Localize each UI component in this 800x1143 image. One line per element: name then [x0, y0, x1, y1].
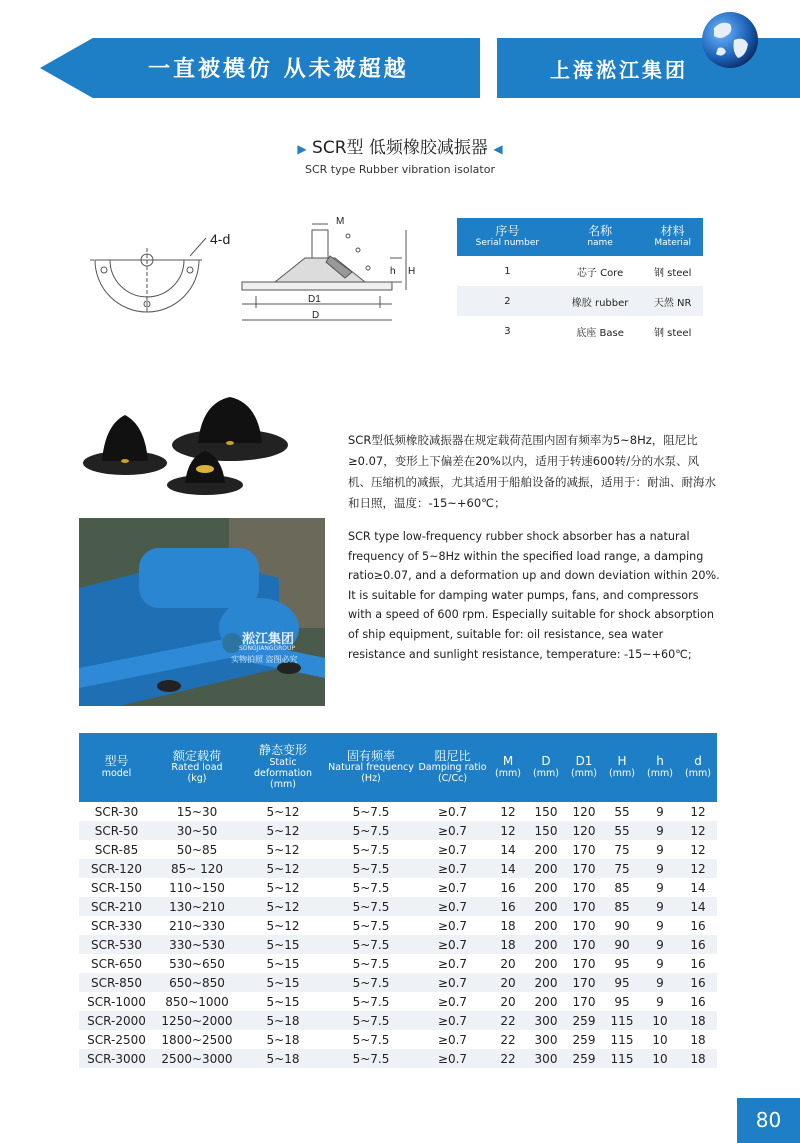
spec-cell: 85: [614, 880, 630, 895]
spec-header-row: [79, 733, 717, 802]
parts-row: [457, 286, 703, 316]
side-view: [242, 224, 406, 320]
spec-cell: 18: [500, 918, 516, 933]
parts-row: [457, 316, 703, 346]
spec-header-damping: 阻尼比 Damping ratio (C/Cc): [416, 733, 489, 802]
spec-cell: 5~15: [266, 956, 300, 971]
spec-header-d-hole: d (mm): [679, 733, 717, 802]
spec-row: [79, 916, 717, 935]
spec-header-frequency: 固有频率 Natural frequency (Hz): [326, 733, 416, 802]
spec-header-load: 额定载荷 Rated load (kg): [154, 733, 240, 802]
spec-cell: SCR-2500: [87, 1032, 146, 1047]
spec-cell: 120: [565, 821, 603, 840]
spec-cell: 22: [489, 1049, 527, 1068]
spec-cell: 5~15: [240, 935, 326, 954]
m-label: M: [336, 216, 345, 227]
company-name: 上海淞江集团: [550, 58, 688, 82]
spec-cell: 12: [679, 821, 717, 840]
spec-cell: 170: [572, 994, 596, 1009]
spec-cell: 5~12: [240, 897, 326, 916]
spec-cell: 259: [572, 1032, 596, 1047]
spec-cell: 85: [603, 897, 641, 916]
spec-cell: 115: [610, 1032, 634, 1047]
spec-cell: 14: [690, 880, 706, 895]
spec-cell: 5~7.5: [352, 804, 390, 819]
spec-row: [79, 954, 717, 973]
h-big-label: H: [408, 266, 416, 277]
spec-cell: 170: [572, 842, 596, 857]
spec-cell: 259: [565, 1049, 603, 1068]
spec-cell: 9: [656, 918, 664, 933]
spec-cell: 22: [489, 1011, 527, 1030]
spec-cell: 9: [641, 897, 679, 916]
spec-cell: 300: [534, 1032, 558, 1047]
spec-table: [79, 733, 717, 1068]
spec-cell: 85~ 120: [154, 859, 240, 878]
spec-cell: 9: [641, 859, 679, 878]
spec-cell: SCR-30: [94, 804, 139, 819]
spec-cell: SCR-85: [94, 842, 139, 857]
spec-cell: 1250~2000: [154, 1011, 240, 1030]
spec-cell: 9: [641, 973, 679, 992]
spec-cell: 200: [534, 994, 558, 1009]
d1-label: D1: [308, 294, 321, 305]
spec-cell: 5~12: [266, 918, 300, 933]
spec-cell: SCR-850: [79, 973, 154, 992]
spec-row: [79, 802, 717, 821]
page-number: 80: [737, 1098, 800, 1143]
spec-cell: 9: [656, 880, 664, 895]
spec-cell: 200: [534, 842, 558, 857]
spec-cell: ≥0.7: [416, 973, 489, 992]
parts-row: [457, 256, 703, 286]
spec-cell: 9: [641, 935, 679, 954]
spec-cell: 10: [641, 1011, 679, 1030]
spec-cell: SCR-530: [79, 935, 154, 954]
spec-cell: 18: [679, 1011, 717, 1030]
spec-cell: 14: [489, 859, 527, 878]
spec-cell: 75: [614, 842, 630, 857]
description-cn: SCR型低频橡胶减振器在规定载荷范围内固有频率为5~8Hz，阻尼比≥0.07，变形上下偏差在20%以内，适用于转速600转/分的水泵、风机、压缩机的减振，尤其适用于船舶设备的减振，适用于：耐油、耐海水和日照，温度：-15~+60℃；: [348, 433, 716, 510]
spec-cell: ≥0.7: [437, 956, 468, 971]
spec-cell: 5~7.5: [326, 821, 416, 840]
spec-cell: 115: [603, 1011, 641, 1030]
spec-cell: 5~12: [266, 842, 300, 857]
spec-cell: 9: [656, 842, 664, 857]
spec-cell: ≥0.7: [416, 1011, 489, 1030]
spec-cell: 5~7.5: [326, 973, 416, 992]
parts-header-serial: 序号 Serial number: [457, 218, 558, 256]
spec-cell: ≥0.7: [416, 1049, 489, 1068]
spec-cell: 95: [614, 956, 630, 971]
hole-label: 4-d: [210, 231, 231, 247]
spec-cell: 5~7.5: [352, 880, 390, 895]
spec-cell: 9: [656, 994, 664, 1009]
spec-cell: SCR-330: [90, 918, 143, 933]
technical-drawing: [90, 208, 440, 338]
spec-cell: 5~18: [240, 1011, 326, 1030]
spec-cell: 90: [603, 935, 641, 954]
spec-cell: 9: [656, 804, 664, 819]
spec-cell: 9: [641, 821, 679, 840]
spec-cell: 5~7.5: [352, 1032, 390, 1047]
spec-cell: 12: [679, 859, 717, 878]
spec-cell: 150: [534, 804, 558, 819]
spec-cell: 650~850: [154, 973, 240, 992]
triangle-left-icon: ◀: [493, 142, 503, 156]
spec-cell: ≥0.7: [416, 897, 489, 916]
spec-header-d1: D1 (mm): [565, 733, 603, 802]
spec-cell: 5~7.5: [352, 956, 390, 971]
watermark-brand: 淞江集团: [242, 632, 295, 647]
spec-cell: 5~7.5: [326, 897, 416, 916]
spec-row: [79, 878, 717, 897]
spec-cell: 150: [527, 821, 565, 840]
spec-cell: 170: [572, 956, 596, 971]
spec-cell: 10: [641, 1049, 679, 1068]
spec-header-d-outer: D (mm): [527, 733, 565, 802]
spec-cell: 12: [690, 842, 706, 857]
spec-cell: 5~18: [240, 1049, 326, 1068]
spec-row: [79, 1049, 717, 1068]
triangle-right-icon: ▶: [297, 142, 307, 156]
spec-cell: 16: [690, 918, 706, 933]
spec-cell: 200: [534, 880, 558, 895]
spec-cell: 14: [679, 897, 717, 916]
product-title: [0, 133, 800, 158]
parts-cell: 橡胶 rubber: [558, 286, 643, 316]
spec-cell: SCR-3000: [79, 1049, 154, 1068]
spec-cell: ≥0.7: [437, 842, 468, 857]
pump-illustration: [79, 518, 325, 706]
spec-cell: 200: [527, 973, 565, 992]
spec-cell: 1800~2500: [161, 1032, 233, 1047]
spec-cell: ≥0.7: [437, 804, 468, 819]
parts-table: [457, 218, 703, 346]
spec-header-model: 型号 model: [79, 733, 154, 802]
spec-row: [79, 821, 717, 840]
spec-cell: 5~7.5: [326, 859, 416, 878]
spec-cell: SCR-150: [90, 880, 143, 895]
spec-cell: 850~1000: [165, 994, 229, 1009]
spec-cell: ≥0.7: [437, 880, 468, 895]
spec-cell: 170: [565, 859, 603, 878]
spec-cell: 18: [489, 935, 527, 954]
spec-row: [79, 897, 717, 916]
spec-cell: 5~7.5: [326, 1011, 416, 1030]
spec-cell: 90: [614, 918, 630, 933]
spec-row: [79, 1030, 717, 1049]
spec-cell: 5~18: [266, 1032, 300, 1047]
parts-cell: 钢 steel: [653, 327, 692, 339]
spec-cell: SCR-650: [90, 956, 143, 971]
spec-cell: 330~530: [154, 935, 240, 954]
spec-cell: 259: [565, 1011, 603, 1030]
spec-cell: 55: [614, 804, 630, 819]
parts-cell: 芯子 Core: [576, 267, 624, 279]
spec-cell: 55: [603, 821, 641, 840]
product-title-text: SCR型 低频橡胶减振器: [312, 138, 488, 158]
spec-cell: 12: [500, 804, 516, 819]
header-slogan: 一直被模仿 从未被超越: [148, 57, 409, 82]
h-small-label: h: [390, 266, 396, 277]
spec-cell: 5~12: [240, 859, 326, 878]
spec-cell: 170: [572, 918, 596, 933]
spec-cell: 200: [534, 956, 558, 971]
spec-cell: 200: [527, 897, 565, 916]
spec-cell: 200: [527, 935, 565, 954]
spec-cell: 5~15: [266, 994, 300, 1009]
spec-cell: SCR-210: [79, 897, 154, 916]
plan-view: [90, 238, 206, 312]
spec-cell: 30~50: [154, 821, 240, 840]
spec-cell: 200: [534, 918, 558, 933]
spec-cell: 210~330: [169, 918, 225, 933]
spec-cell: 5~12: [266, 880, 300, 895]
spec-cell: 115: [603, 1049, 641, 1068]
spec-cell: 5~7.5: [352, 994, 390, 1009]
spec-cell: 9: [656, 956, 664, 971]
spec-cell: 12: [489, 821, 527, 840]
spec-cell: ≥0.7: [416, 935, 489, 954]
spec-cell: 18: [679, 1049, 717, 1068]
parts-header-row: [457, 218, 703, 256]
spec-cell: 5~7.5: [326, 1049, 416, 1068]
spec-cell: 110~150: [169, 880, 225, 895]
spec-cell: ≥0.7: [416, 859, 489, 878]
d-label: D: [312, 310, 320, 321]
spec-cell: 170: [572, 880, 596, 895]
description-en: SCR type low-frequency rubber shock absorber has a natural frequency of 5~8Hz within the specified load range, a damping ratio≥0.07, and a deformation up and down deviation within 20%. It is suitable for damping water pumps, fans, and compressors with a speed of 600 rpm. Especially suitable for shock absorption of ship equipment, suitable for: oil resistance, sea water resistance and sunlight resistance, temperature: -15~+60℃;: [348, 530, 720, 661]
spec-row: [79, 992, 717, 1011]
spec-cell: 16: [679, 935, 717, 954]
spec-cell: 20: [489, 973, 527, 992]
spec-row: [79, 859, 717, 878]
spec-cell: 22: [500, 1032, 516, 1047]
spec-cell: 15~30: [176, 804, 218, 819]
spec-cell: 16: [690, 956, 706, 971]
parts-header-material: 材料 Material: [642, 218, 703, 256]
parts-cell: 天然 NR: [642, 286, 703, 316]
spec-cell: 5~15: [240, 973, 326, 992]
spec-cell: 16: [679, 973, 717, 992]
spec-cell: ≥0.7: [437, 994, 468, 1009]
spec-row: [79, 840, 717, 859]
spec-cell: 5~7.5: [326, 935, 416, 954]
spec-cell: 300: [527, 1049, 565, 1068]
spec-cell: SCR-1000: [87, 994, 146, 1009]
spec-cell: 120: [572, 804, 596, 819]
spec-cell: 5~7.5: [352, 918, 390, 933]
watermark-brand-en: SONGJIANGGROUP: [239, 645, 296, 652]
spec-cell: 14: [500, 842, 516, 857]
spec-cell: ≥0.7: [437, 918, 468, 933]
installation-photo: [79, 518, 325, 706]
spec-cell: 530~650: [169, 956, 225, 971]
spec-cell: 18: [690, 1032, 706, 1047]
spec-cell: 5~12: [240, 821, 326, 840]
spec-cell: 95: [614, 994, 630, 1009]
spec-cell: 95: [603, 973, 641, 992]
product-photo: [80, 385, 310, 505]
spec-cell: 130~210: [154, 897, 240, 916]
spec-header-h-big: H (mm): [603, 733, 641, 802]
spec-row: [79, 973, 717, 992]
spec-cell: SCR-2000: [79, 1011, 154, 1030]
spec-cell: 5~7.5: [352, 842, 390, 857]
globe-icon: [700, 10, 760, 70]
spec-cell: 170: [565, 973, 603, 992]
spec-header-h-small: h (mm): [641, 733, 679, 802]
spec-cell: 200: [527, 859, 565, 878]
parts-header-name: 名称 name: [558, 218, 643, 256]
spec-cell: 10: [652, 1032, 668, 1047]
spec-cell: 300: [527, 1011, 565, 1030]
parts-cell: 钢 steel: [653, 267, 692, 279]
parts-cell: 1: [504, 265, 511, 277]
spec-cell: 16: [500, 880, 516, 895]
spec-header-m: M (mm): [489, 733, 527, 802]
spec-cell: 50~85: [176, 842, 218, 857]
parts-cell: 2: [457, 286, 558, 316]
spec-cell: 16: [690, 994, 706, 1009]
spec-cell: ≥0.7: [437, 1032, 468, 1047]
spec-table-body: [79, 802, 717, 1068]
spec-cell: 20: [500, 994, 516, 1009]
spec-cell: 5~12: [266, 804, 300, 819]
spec-row: [79, 1011, 717, 1030]
spec-cell: 12: [690, 804, 706, 819]
parts-cell: 底座 Base: [576, 327, 624, 339]
spec-cell: ≥0.7: [416, 821, 489, 840]
spec-cell: 170: [565, 897, 603, 916]
spec-cell: 2500~3000: [154, 1049, 240, 1068]
spec-cell: 75: [603, 859, 641, 878]
spec-header-deformation: 静态变形 Static deformation (mm): [240, 733, 326, 802]
product-subtitle: SCR type Rubber vibration isolator: [304, 163, 495, 176]
spec-cell: 16: [489, 897, 527, 916]
spec-cell: 20: [500, 956, 516, 971]
spec-row: [79, 935, 717, 954]
parts-cell: 3: [504, 325, 511, 337]
spec-cell: SCR-50: [79, 821, 154, 840]
spec-cell: SCR-120: [79, 859, 154, 878]
spec-cell: 170: [565, 935, 603, 954]
watermark-note: 实物拍照 盗图必究: [231, 655, 298, 664]
